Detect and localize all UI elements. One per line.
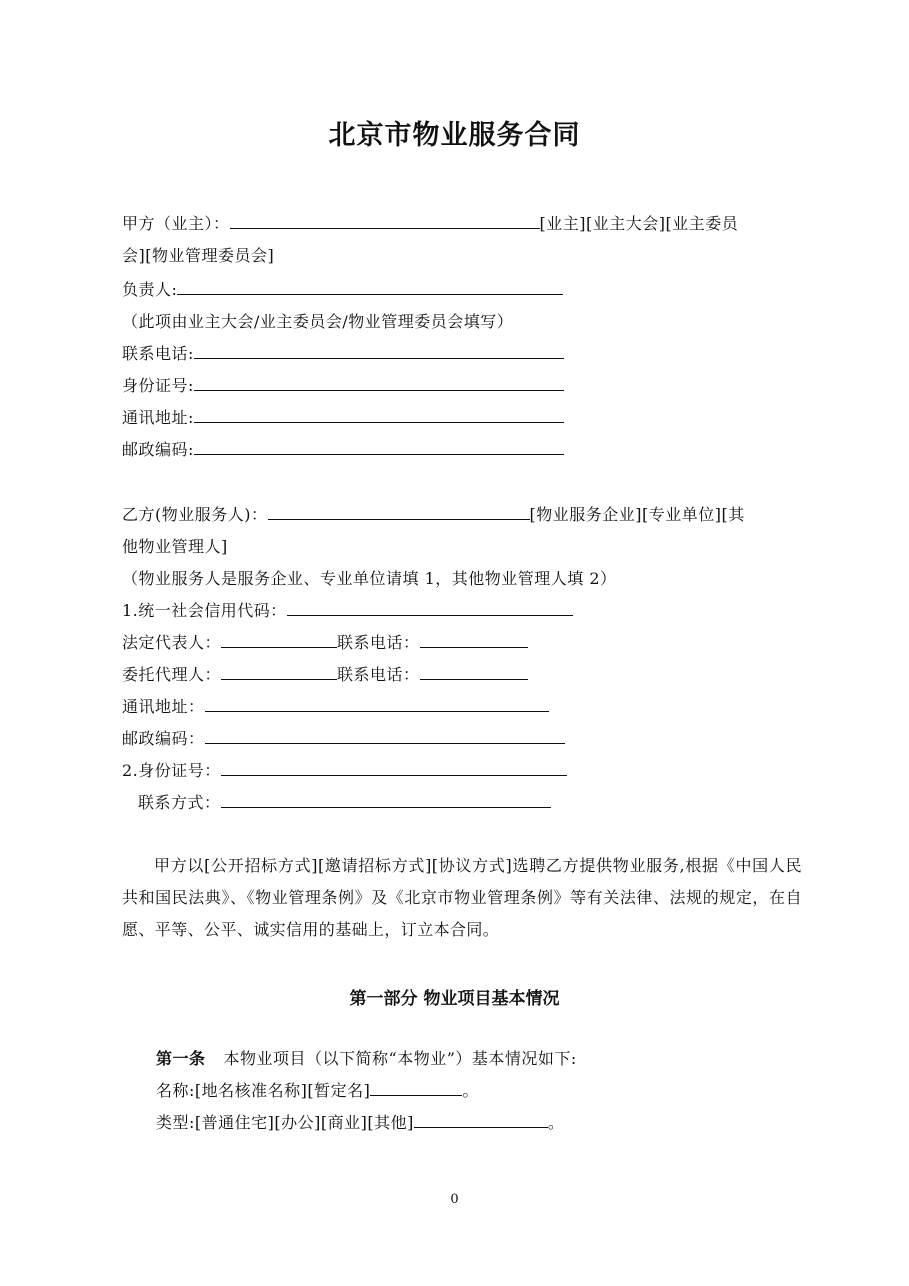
principal-field[interactable]: [177, 280, 563, 295]
party-b-line: [122, 505, 745, 525]
article-1-text: 本物业项目（以下简称“本物业”）基本情况如下:: [223, 1049, 577, 1068]
party-a-name-field[interactable]: [230, 214, 540, 229]
credit-code-label: 1.统一社会信用代码：: [122, 601, 287, 620]
party-b-label: 乙方(物业服务人)：: [122, 505, 268, 524]
party-a-postcode-field[interactable]: [194, 440, 564, 455]
article-1-heading: 第一条: [156, 1049, 206, 1068]
party-b-id-line: [122, 761, 567, 781]
party-a-line: [122, 214, 738, 234]
party-a-postcode-line: [122, 440, 564, 460]
party-b-postcode-line: [122, 729, 565, 749]
principal-label: 负责人:: [122, 280, 178, 299]
type-label: 类型:[普通住宅][办公][商业][其他]: [156, 1113, 414, 1132]
party-b-address-line: [122, 697, 549, 717]
type-end: 。: [547, 1113, 565, 1132]
party-a-principal-line: [122, 280, 563, 300]
id-label: 2.身份证号：: [122, 761, 221, 780]
postcode-label: 邮政编码:: [122, 440, 194, 459]
credit-code-line: [122, 601, 573, 621]
party-a-label: 甲方（业主）：: [122, 214, 230, 233]
credit-code-field[interactable]: [287, 601, 573, 616]
phone-label: 联系电话:: [122, 344, 194, 363]
project-type-field[interactable]: [414, 1113, 548, 1128]
document-title: 北京市物业服务合同: [328, 120, 581, 151]
party-a-note: （此项由业主大会/业主委员会/物业管理委员会填写）: [122, 312, 514, 331]
party-b-address-field[interactable]: [205, 697, 549, 712]
address-label: 通讯地址:: [122, 408, 194, 427]
party-a-address-line: [122, 408, 564, 428]
phone-label: 联系电话：: [337, 665, 420, 684]
name-label: 名称:[地名核准名称][暂定名]: [156, 1081, 371, 1100]
phone-label: 联系电话：: [337, 633, 420, 652]
agent-label: 委托代理人：: [122, 665, 222, 684]
article-1-type-line: [156, 1113, 564, 1133]
party-b-note: （物业服务人是服务企业、专业单位请填 1，其他物业管理人填 2）: [122, 569, 617, 588]
legal-rep-phone-field[interactable]: [420, 633, 528, 648]
agent-field[interactable]: [221, 665, 337, 680]
party-a-id-field[interactable]: [194, 376, 564, 391]
legal-rep-label: 法定代表人：: [122, 633, 222, 652]
postcode-label: 邮政编码：: [122, 729, 205, 748]
contact-label: 联系方式：: [138, 793, 221, 812]
party-a-options-cont: 会][物业管理委员会]: [122, 246, 275, 265]
party-a-options: [业主][业主大会][业主委员: [539, 214, 739, 233]
party-b-postcode-field[interactable]: [205, 729, 565, 744]
party-b-options-cont: 他物业管理人]: [122, 537, 228, 556]
contact-field[interactable]: [221, 793, 551, 808]
preamble-paragraph: 甲方以[公开招标方式][邀请招标方式][协议方式]选聘乙方提供物业服务,根据《中国人民共和国民法典》、《物业管理条例》及《北京市物业管理条例》等有关法律、法规的规定，在自愿、平等、公平、诚实信用的基础上，订立本合同。: [122, 856, 802, 939]
party-a-phone-field[interactable]: [194, 344, 564, 359]
party-b-options: [物业服务企业][专业单位][其: [529, 505, 745, 524]
page-number: 0: [450, 1192, 459, 1207]
id-label: 身份证号:: [122, 376, 194, 395]
article-1-name-line: [156, 1081, 479, 1101]
legal-rep-field[interactable]: [221, 633, 337, 648]
party-a-id-line: [122, 376, 564, 396]
party-b-id-field[interactable]: [221, 761, 567, 776]
agent-phone-field[interactable]: [420, 665, 528, 680]
agent-line: [122, 665, 528, 685]
name-end: 。: [462, 1081, 479, 1100]
article-1-line: [156, 1049, 577, 1069]
party-b-name-field[interactable]: [268, 505, 530, 520]
party-a-address-field[interactable]: [194, 408, 564, 423]
address-label: 通讯地址：: [122, 697, 205, 716]
project-name-field[interactable]: [370, 1081, 462, 1096]
section-title: 第一部分 物业项目基本情况: [349, 989, 560, 1009]
contact-line: [138, 793, 551, 813]
party-a-phone-line: [122, 344, 564, 364]
legal-rep-line: [122, 633, 528, 653]
